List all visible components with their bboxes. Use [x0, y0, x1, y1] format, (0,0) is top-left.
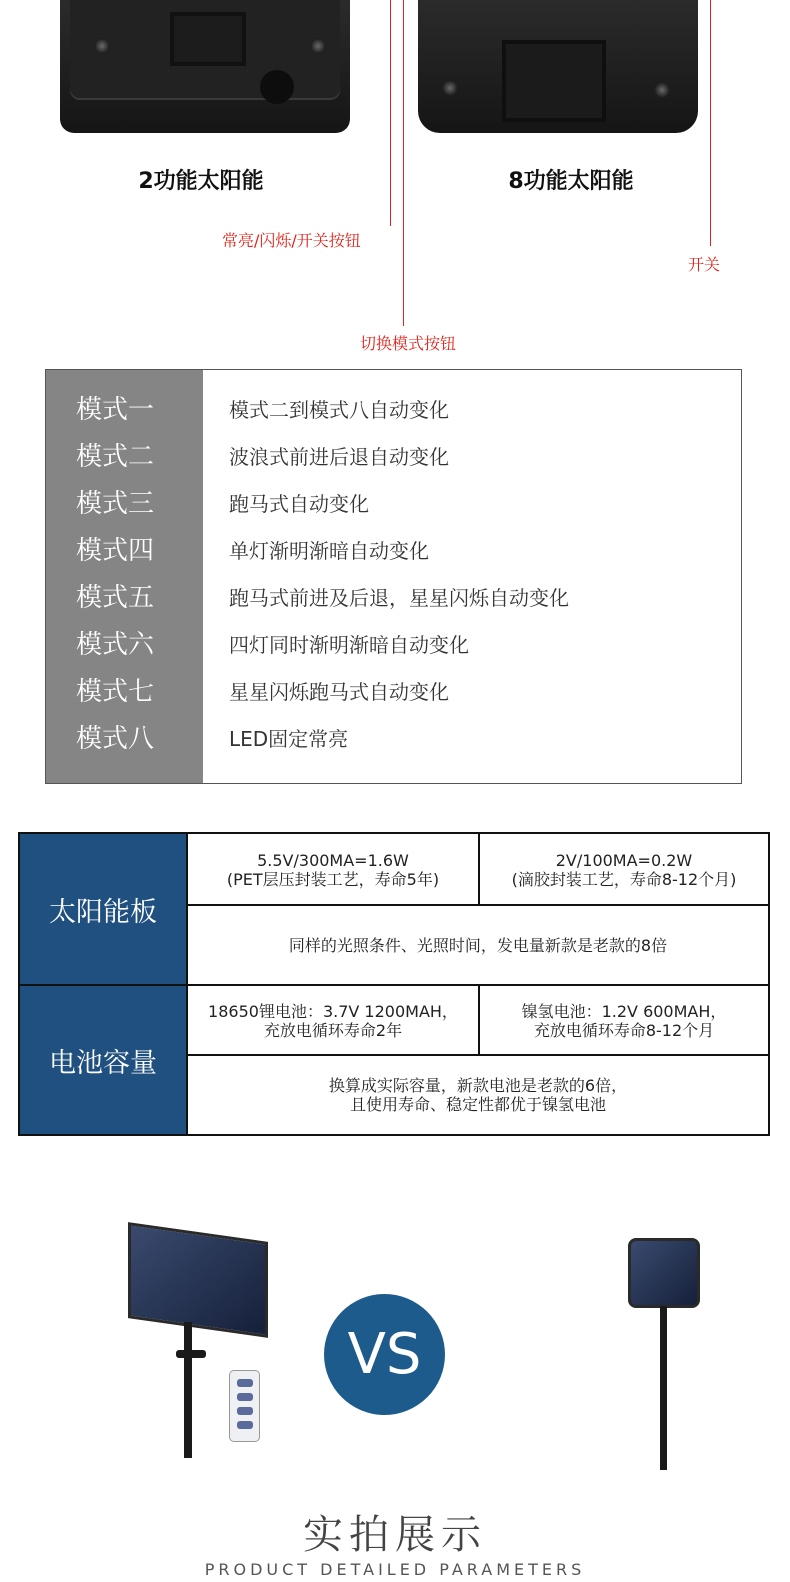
solar-box-bottom [70, 0, 340, 100]
battery-port [170, 12, 246, 66]
solar-old-line2: (滴胶封装工艺，寿命8-12个月) [511, 870, 737, 889]
mode-row [46, 434, 741, 481]
mode-row [46, 716, 741, 763]
mode-name: 模式六 [76, 630, 155, 660]
section-title: 实拍展示 [303, 1512, 487, 1558]
callout-steady-flash-switch: 常亮/闪烁/开关按钮 [222, 231, 361, 250]
callout-line-mode-switch [403, 0, 404, 326]
mode-name: 模式三 [76, 489, 155, 519]
battery-old-spec [478, 986, 768, 1056]
new-panel-stake-crossbar [176, 1350, 206, 1358]
mode-desc: 波浪式前进后退自动变化 [229, 445, 449, 469]
mode-name: 模式五 [76, 583, 155, 613]
mode-desc: 跑马式前进及后退，星星闪烁自动变化 [229, 586, 569, 610]
mode-name: 模式二 [76, 442, 155, 472]
solar-summary [186, 906, 768, 984]
mode-name: 模式七 [76, 677, 155, 707]
vs-badge: VS [324, 1294, 445, 1415]
battery-new-line2: 充放电循环寿命2年 [263, 1021, 403, 1040]
battery-new-line1: 18650锂电池：3.7V 1200MAH， [208, 1002, 458, 1021]
callout-line-steady-flash [390, 0, 391, 226]
remote-control-image [229, 1370, 260, 1442]
solar-new-spec [186, 834, 478, 906]
battery-old-line1: 镍氢电池：1.2V 600MAH， [521, 1002, 727, 1021]
mode-row [46, 669, 741, 716]
mode-name: 模式四 [76, 536, 155, 566]
mode-name: 模式一 [76, 395, 155, 425]
mode-row [46, 622, 741, 669]
mode-name: 模式八 [76, 724, 155, 754]
battery-summary [186, 1056, 768, 1134]
two-function-solar-box-image [60, 0, 350, 133]
two-function-title: 2功能太阳能 [138, 169, 264, 194]
mode-table [45, 369, 742, 784]
solar-old-spec [478, 834, 768, 906]
battery-summary-line2: 且使用寿命、稳定性都优于镍氢电池 [349, 1095, 606, 1114]
mode-desc: LED固定常亮 [229, 727, 349, 751]
battery-capacity-header: 电池容量 [20, 986, 186, 1134]
section-subtitle: PRODUCT DETAILED PARAMETERS [204, 1560, 586, 1579]
mode-desc: 单灯渐明渐暗自动变化 [229, 539, 429, 563]
battery-old-line2: 充放电循环寿命8-12个月 [533, 1021, 715, 1040]
mode-row [46, 387, 741, 434]
screw-icon [94, 38, 110, 54]
callout-line-switch [710, 0, 711, 246]
solar-summary-text: 同样的光照条件、光照时间，发电量新款是老款的8倍 [288, 935, 668, 955]
old-solar-panel-image [628, 1238, 700, 1308]
mode-row [46, 575, 741, 622]
comparison-table [18, 832, 770, 1136]
screw-icon [442, 80, 458, 96]
new-solar-panel-image [128, 1222, 268, 1338]
solar-panel-header: 太阳能板 [20, 834, 186, 984]
screw-icon [654, 82, 670, 98]
mode-desc: 跑马式自动变化 [229, 492, 369, 516]
new-panel-stake [184, 1322, 192, 1458]
old-panel-stake [660, 1306, 667, 1470]
solar-old-line1: 2V/100MA=0.2W [555, 851, 693, 870]
battery-port [502, 40, 606, 122]
mode-row [46, 528, 741, 575]
eight-function-solar-box-image [418, 0, 698, 133]
solar-new-line2: (PET层压封装工艺，寿命5年) [226, 870, 440, 889]
solar-new-line1: 5.5V/300MA=1.6W [257, 851, 409, 870]
mode-desc: 模式二到模式八自动变化 [229, 398, 449, 422]
battery-new-spec [186, 986, 478, 1056]
eight-function-title: 8功能太阳能 [508, 169, 634, 194]
screw-icon [310, 38, 326, 54]
callout-switch: 开关 [688, 255, 721, 274]
steady-flash-switch-button [260, 70, 294, 104]
mode-desc: 四灯同时渐明渐暗自动变化 [229, 633, 469, 657]
mode-row [46, 481, 741, 528]
mode-desc: 星星闪烁跑马式自动变化 [229, 680, 449, 704]
callout-mode-switch: 切换模式按钮 [360, 334, 457, 353]
battery-summary-line1: 换算成实际容量，新款电池是老款的6倍， [328, 1076, 628, 1095]
